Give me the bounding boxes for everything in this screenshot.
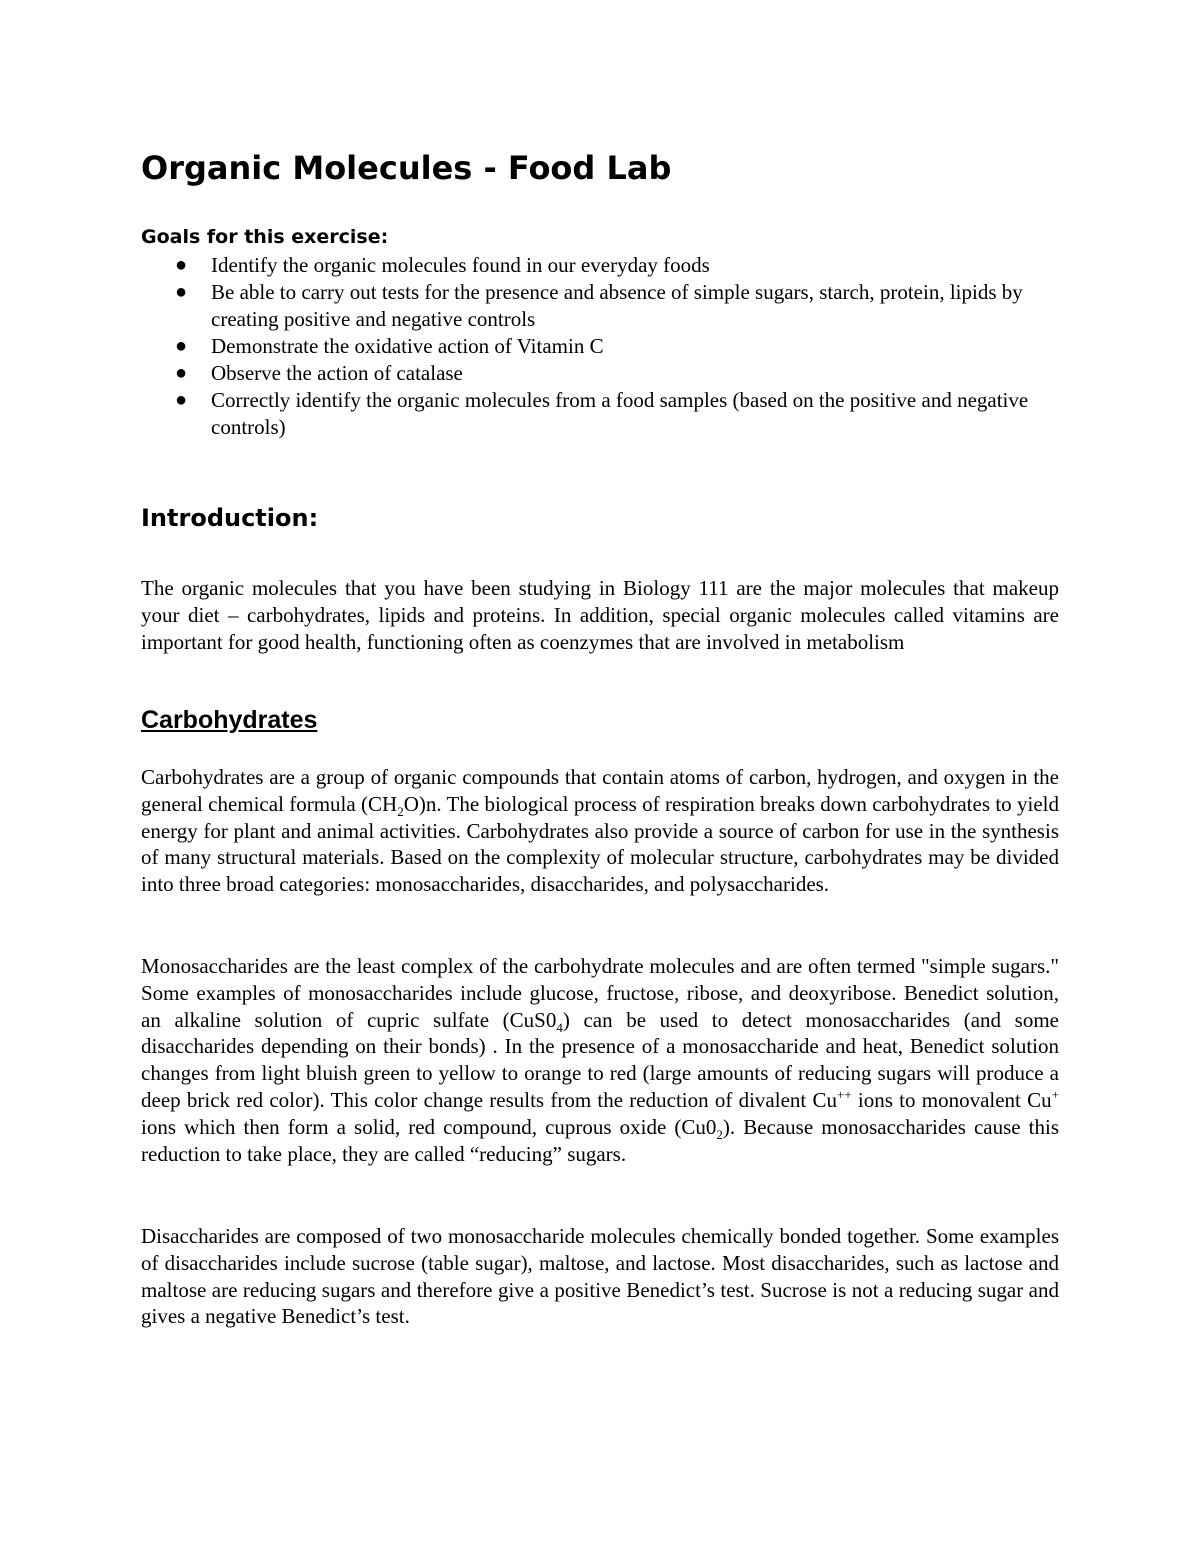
list-item: ● Observe the action of catalase	[175, 361, 463, 385]
list-item: ● Demonstrate the oxidative action of Vitamin C	[175, 334, 604, 358]
list-item: ● Identify the organic molecules found in our everyday foods	[175, 253, 710, 277]
carbohydrates-heading: Carbohydrates	[141, 706, 318, 734]
list-item: ● Correctly identify the organic molecules from a food samples (based on the positive and negative controls)	[175, 388, 1029, 439]
bullet-icon: ●	[175, 254, 188, 276]
carbohydrates-paragraph-1: Carbohydrates are a group of organic compounds that contain atoms of carbon, hydrogen, and oxygen in the general chemical formula $(CH_2O)n$. The biological process of respiration breaks down carbohydrates to yield energy for plant and animal activities. Carbohydrates also provide a source of carbon for use in the synthesis of many structural materials. Based on the complexity of molecular structure, carbohydrates may be divided into three broad categories: monosaccharides, disaccharides, and polysaccharides.	[141, 765, 1059, 897]
goals-heading: Goals for this exercise:	[141, 226, 389, 248]
list-item: ● Be able to carry out tests for the presence and absence of simple sugars, starch, protein, lipids by creating positive and negative controls	[175, 280, 1023, 331]
monosaccharides-paragraph: Monosaccharides are the least complex of the carbohydrate molecules and are often termed "simple sugars." Some examples of monosaccharides include glucose, fructose, ribose, and deoxyribose. Benedict solution, an alkaline solution of cupric sulfate $(CuS0_4)$ can be used to detect monosaccharides (and some disaccharides depending on their bonds) . In the presence of a monosaccharide and heat, Benedict solution changes from light bluish green to yellow to orange to red (large amounts of reducing sugars will produce a deep brick red color). This color change results from the reduction of divalent Cu++ ions to monovalent Cu+ ions which then form a solid, red compound, cuprous oxide $(Cu0_2)$. Because monosaccharides cause this reduction to take place, they are called “reducing” sugars.	[141, 954, 1060, 1166]
disaccharides-paragraph: Disaccharides are composed of two monosaccharide molecules chemically bonded together. Some examples of disaccharides include sucrose (table sugar), maltose, and lactose. Most disaccharides, such as lactose and maltose are reducing sugars and therefore give a positive Benedict’s test. Sucrose is not a reducing sugar and gives a negative Benedict’s test.	[141, 1224, 1059, 1329]
introduction-heading: Introduction:	[141, 504, 319, 532]
page-title: Organic Molecules - Food Lab	[141, 149, 672, 187]
bullet-icon: ●	[175, 281, 188, 303]
goals-list	[141, 252, 1081, 441]
bullet-icon: ●	[175, 362, 188, 384]
introduction-paragraph: The organic molecules that you have been studying in Biology 111 are the major molecules that makeup your diet – carbohydrates, lipids and proteins. In addition, special organic molecules called vitamins are important for good health, functioning often as coenzymes that are involved in metabolism	[141, 576, 1059, 654]
bullet-icon: ●	[175, 335, 188, 357]
bullet-icon: ●	[175, 389, 188, 411]
